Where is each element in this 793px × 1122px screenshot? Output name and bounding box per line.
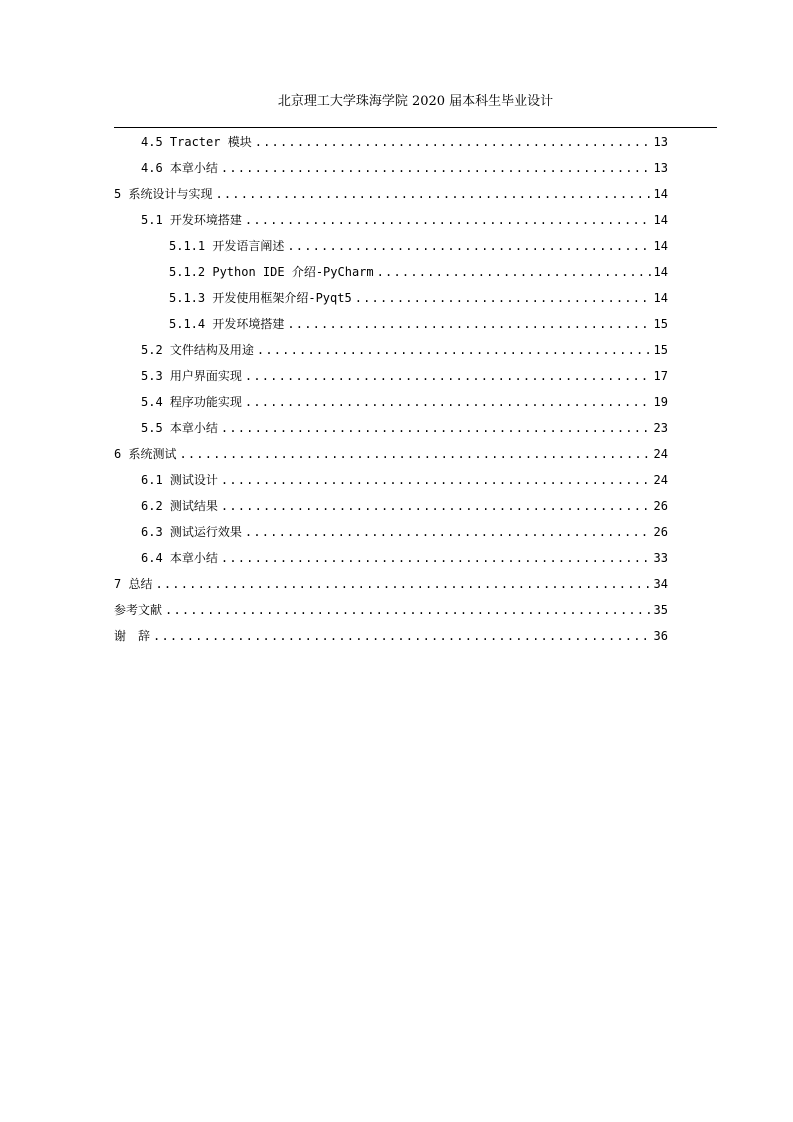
toc-entry[interactable]: [114, 626, 668, 646]
toc-entry-page-number: 33: [653, 551, 668, 565]
toc-entry[interactable]: [141, 132, 668, 152]
toc-entry-label: 5 系统设计与实现: [114, 187, 213, 201]
toc-dot-leader: [355, 288, 651, 308]
toc-entry-page-number: 34: [653, 577, 668, 591]
toc-entry[interactable]: [114, 574, 668, 594]
toc-entry-page-number: 17: [653, 369, 668, 383]
toc-entry[interactable]: [169, 314, 668, 334]
toc-dot-leader: [221, 548, 651, 568]
toc-entry-page-number: 23: [653, 421, 668, 435]
toc-entry-page-number: 14: [653, 239, 668, 253]
toc-entry-label: 5.5 本章小结: [141, 421, 218, 435]
toc-entry-page-number: 13: [653, 161, 668, 175]
toc-dot-leader: [255, 132, 651, 152]
toc-dot-leader: [287, 314, 650, 334]
toc-entry-page-number: 14: [653, 187, 668, 201]
toc-entry[interactable]: [141, 470, 668, 490]
toc-entry-page-number: 36: [653, 629, 668, 643]
toc-entry[interactable]: [141, 496, 668, 516]
toc-dot-leader: [221, 158, 651, 178]
toc-entry[interactable]: [169, 236, 668, 256]
toc-entry-page-number: 15: [653, 343, 668, 357]
toc-dot-leader: [287, 236, 650, 256]
toc-entry-label: 谢 辞: [114, 629, 151, 643]
toc-entry-label: 5.1.4 开发环境搭建: [169, 317, 285, 331]
toc-entry[interactable]: [141, 210, 668, 230]
toc-dot-leader: [245, 522, 651, 542]
toc-dot-leader: [179, 444, 650, 464]
toc-entry[interactable]: [114, 600, 668, 620]
toc-entry-page-number: 26: [653, 525, 668, 539]
toc-entry-page-number: 13: [653, 135, 668, 149]
toc-entry[interactable]: [169, 262, 668, 282]
toc-entry-label: 6.1 测试设计: [141, 473, 218, 487]
toc-dot-leader: [245, 210, 651, 230]
toc-dot-leader: [257, 340, 651, 360]
toc-entry-label: 5.2 文件结构及用途: [141, 343, 254, 357]
toc-entry-label: 4.6 本章小结: [141, 161, 218, 175]
toc-entry-page-number: 14: [653, 265, 668, 279]
page-header-title: 北京理工大学珠海学院 2020 届本科生毕业设计: [277, 94, 554, 109]
toc-entry[interactable]: [114, 184, 668, 204]
toc-entry[interactable]: [141, 418, 668, 438]
toc-dot-leader: [245, 392, 651, 412]
toc-entry[interactable]: [141, 158, 668, 178]
toc-dot-leader: [245, 366, 651, 386]
toc-entry-page-number: 14: [653, 291, 668, 305]
toc-entry-label: 7 总结: [114, 577, 153, 591]
toc-entry-label: 5.1.3 开发使用框架介绍-Pyqt5: [169, 291, 352, 305]
toc-entry-label: 6.4 本章小结: [141, 551, 218, 565]
header-divider: [114, 127, 717, 128]
toc-entry[interactable]: [141, 392, 668, 412]
toc-entry-label: 6.3 测试运行效果: [141, 525, 242, 539]
toc-entry-label: 5.1 开发环境搭建: [141, 213, 242, 227]
toc-entry-page-number: 24: [653, 473, 668, 487]
toc-dot-leader: [221, 470, 651, 490]
toc-dot-leader: [377, 262, 651, 282]
toc-entry-label: 参考文献: [114, 603, 163, 617]
toc-entry[interactable]: [141, 366, 668, 386]
toc-entry-label: 6 系统测试: [114, 447, 177, 461]
toc-entry-label: 4.5 Tracter 模块: [141, 135, 252, 149]
toc-entry-page-number: 19: [653, 395, 668, 409]
toc-entry-label: 6.2 测试结果: [141, 499, 218, 513]
toc-dot-leader: [165, 600, 651, 620]
toc-entry[interactable]: [169, 288, 668, 308]
toc-entry[interactable]: [141, 522, 668, 542]
toc-dot-leader: [215, 184, 650, 204]
toc-dot-leader: [221, 496, 651, 516]
toc-entry-label: 5.3 用户界面实现: [141, 369, 242, 383]
toc-entry-page-number: 26: [653, 499, 668, 513]
toc-entry[interactable]: [141, 548, 668, 568]
toc-dot-leader: [221, 418, 651, 438]
toc-dot-leader: [155, 574, 650, 594]
toc-entry-page-number: 24: [653, 447, 668, 461]
toc-entry-page-number: 15: [653, 317, 668, 331]
toc-entry-label: 5.1.1 开发语言阐述: [169, 239, 285, 253]
toc-entry-page-number: 14: [653, 213, 668, 227]
toc-entry-label: 5.4 程序功能实现: [141, 395, 242, 409]
toc-dot-leader: [153, 626, 651, 646]
toc-entry[interactable]: [114, 444, 668, 464]
toc-entry-page-number: 35: [653, 603, 668, 617]
toc-entry[interactable]: [141, 340, 668, 360]
toc-entry-label: 5.1.2 Python IDE 介绍-PyCharm: [169, 265, 374, 279]
